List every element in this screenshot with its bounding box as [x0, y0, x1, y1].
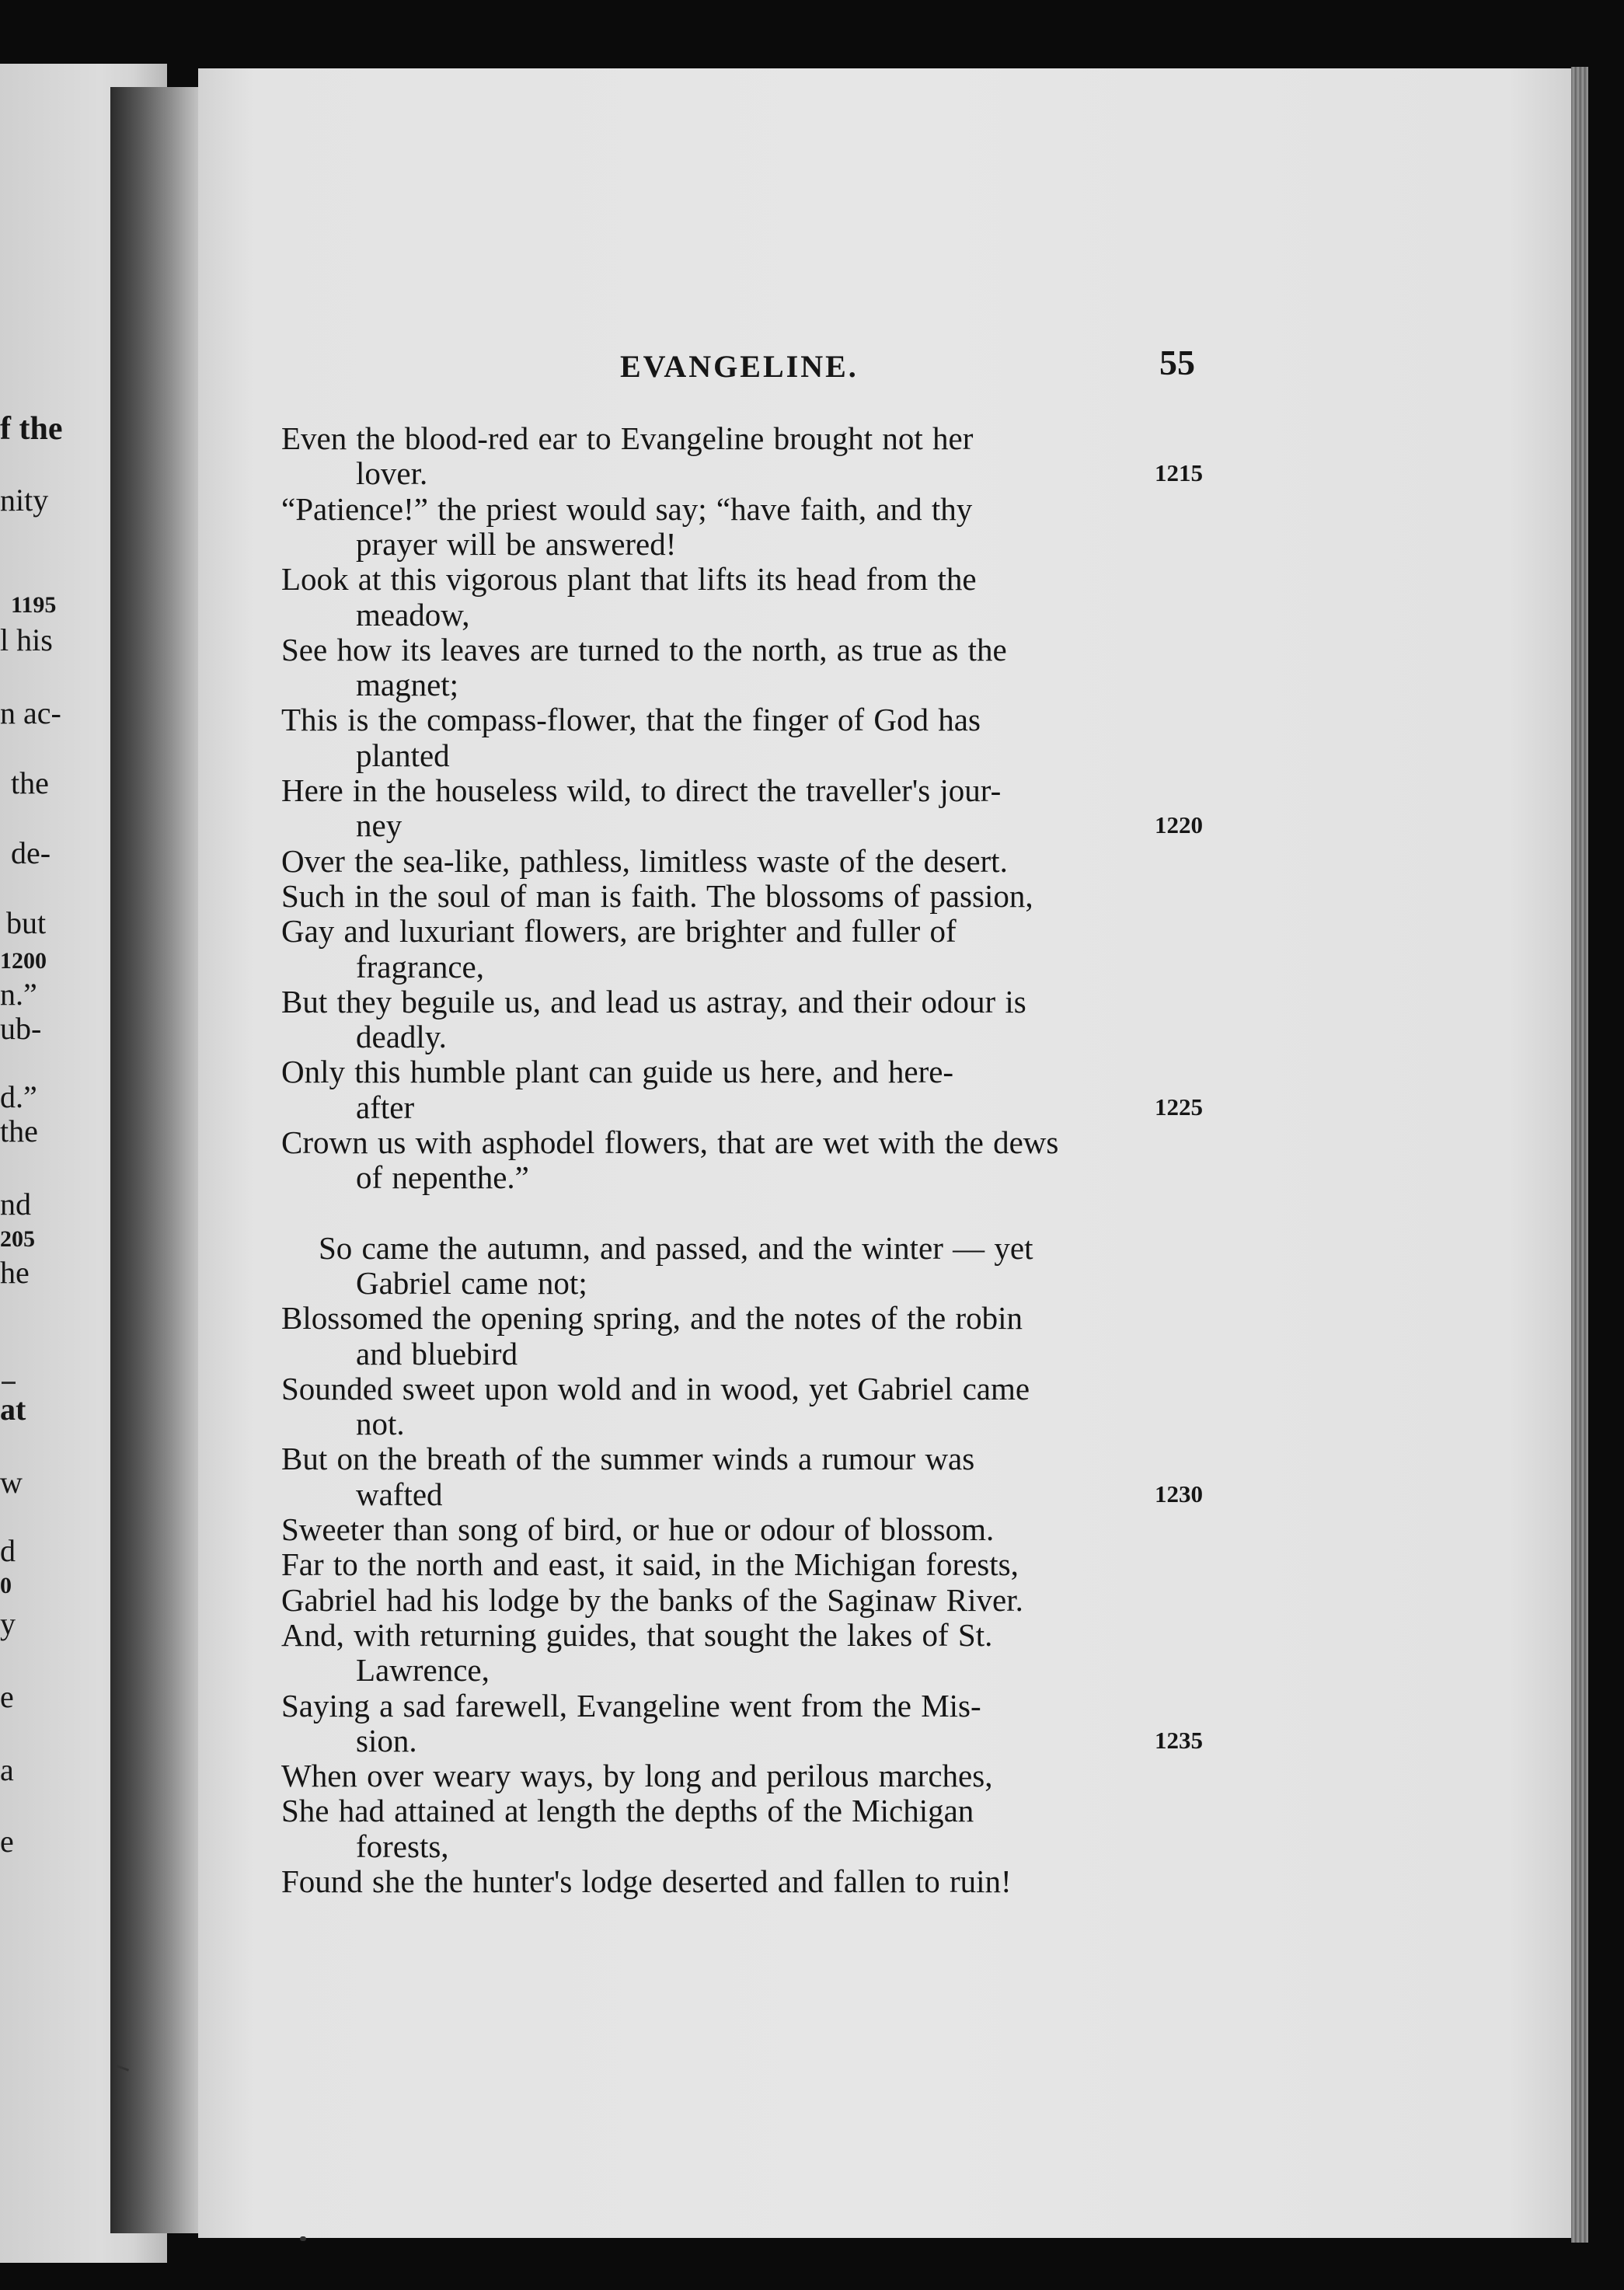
- poem-line: [281, 1581, 1203, 1619]
- poem-line: [356, 1405, 1203, 1442]
- left-fragment: nity: [0, 483, 49, 518]
- left-fragment: e: [0, 1679, 14, 1714]
- poem-line-text: Over the sea-like, pathless, limitless waste of the desert.: [281, 842, 1008, 879]
- poem-line-text: prayer will be answered!: [356, 525, 677, 562]
- poem-line: [319, 1229, 1203, 1267]
- poem-line-text: She had attained at length the depths of the Michigan: [281, 1793, 974, 1829]
- poem-line: [281, 1053, 1203, 1090]
- poem-line-text: So came the autumn, and passed, and the winter — yet: [319, 1229, 1033, 1266]
- poem-line: [281, 1792, 1203, 1829]
- poem-line-text: See how its leaves are turned to the north, as true as the: [281, 631, 1007, 667]
- poem-line: [281, 631, 1203, 668]
- poem-line: [356, 525, 1203, 563]
- left-fragment: a: [0, 1752, 14, 1787]
- poem-line-text: Such in the soul of man is faith. The blossoms of passion,: [281, 877, 1033, 914]
- line-number: 1225: [1155, 1093, 1203, 1121]
- page-number: 55: [1159, 343, 1195, 382]
- poem-line-text: Found she the hunter's lodge deserted and fallen to ruin!: [281, 1863, 1012, 1899]
- left-fragment: but: [6, 905, 47, 940]
- poem-line-text: Gay and luxuriant flowers, are brighter and fuller of: [281, 913, 957, 950]
- poem-line: [356, 948, 1203, 985]
- poem-line-text: But they beguile us, and lead us astray, and their odour is: [281, 983, 1026, 1020]
- left-fragment: the: [0, 1114, 38, 1148]
- poem-line: [281, 1511, 1203, 1548]
- poem-line-text: ney: [356, 807, 403, 844]
- poem-line-text: lover.: [356, 455, 428, 492]
- poem-line: [281, 1687, 1203, 1724]
- left-fragment: n.”: [0, 977, 37, 1012]
- poem-line: [281, 1299, 1203, 1337]
- poem-line-text: and bluebird: [356, 1335, 518, 1372]
- poem-line: [356, 1722, 1203, 1759]
- poem-line: [281, 912, 1203, 950]
- poem-line: [356, 1264, 1203, 1302]
- left-fragment: w: [0, 1465, 23, 1500]
- poem-line-text: But on the breath of the summer winds a rumour was: [281, 1441, 975, 1477]
- poem-line: [281, 1757, 1203, 1794]
- left-fragment: the: [11, 765, 49, 800]
- poem-line: [281, 877, 1203, 915]
- left-fragment: f the: [0, 411, 63, 447]
- left-page-dash-mark: [2, 1382, 16, 1384]
- poem-line-text: meadow,: [356, 596, 470, 633]
- poem-line-text: This is the compass-flower, that the finger of God has: [281, 702, 981, 738]
- poem-line: [281, 1440, 1203, 1477]
- poem-line-text: after: [356, 1089, 415, 1125]
- poem-line: [281, 490, 1203, 528]
- poem-line-text: forests,: [356, 1828, 449, 1864]
- poem-line-text: Crown us with asphodel flowers, that are wet with the dews: [281, 1124, 1059, 1160]
- bottom-speck: [300, 2236, 306, 2241]
- left-fragment: 1195: [11, 592, 57, 618]
- poem-line-text: Sweeter than song of bird, or hue or odour of blossom.: [281, 1511, 995, 1547]
- poem-line: [356, 596, 1203, 633]
- left-fragment: nd: [0, 1187, 31, 1222]
- poem-line: [281, 1370, 1203, 1407]
- poem-line-text: When over weary ways, by long and perilous marches,: [281, 1758, 993, 1794]
- poem-line-text: Saying a sad farewell, Evangeline went from the Mis-: [281, 1687, 981, 1724]
- poem-line: [356, 1018, 1203, 1055]
- poem-line-text: Look at this vigorous plant that lifts its head from the: [281, 561, 977, 598]
- poem-line: [281, 1863, 1203, 1900]
- poem-line: [356, 807, 1203, 844]
- poem-line-text: “Patience!” the priest would say; “have faith, and thy: [281, 490, 973, 527]
- running-header-title: EVANGELINE.: [620, 349, 859, 384]
- poem-line: [356, 737, 1203, 774]
- poem-line: [281, 560, 1203, 598]
- left-fragment: e: [0, 1824, 14, 1859]
- poem-line: [281, 701, 1203, 738]
- poem-line: [356, 455, 1203, 492]
- poem-line: [356, 1651, 1203, 1689]
- left-fragment: ub-: [0, 1011, 42, 1046]
- left-fragment: 205: [0, 1226, 35, 1252]
- poem-line-text: Only this humble plant can guide us here, and here-: [281, 1054, 954, 1090]
- poem-line: [356, 666, 1203, 703]
- poem-line: [356, 1089, 1203, 1126]
- poem-line-text: sion.: [356, 1722, 417, 1758]
- line-number: 1230: [1155, 1480, 1203, 1507]
- poem-line-text: of nepenthe.”: [356, 1159, 529, 1196]
- left-fragment: n ac-: [0, 695, 61, 730]
- poem-line-text: Lawrence,: [356, 1652, 490, 1689]
- left-fragment: l his: [0, 622, 53, 657]
- left-fragment: de-: [11, 835, 51, 870]
- poem-line: [356, 1335, 1203, 1372]
- poem-line: [281, 1124, 1203, 1161]
- left-fragment: y: [0, 1606, 16, 1641]
- left-fragment: at: [0, 1392, 26, 1427]
- left-fragment: he: [0, 1255, 30, 1290]
- poem-line: [281, 1616, 1203, 1654]
- poem-line-text: Blossomed the opening spring, and the notes of the robin: [281, 1300, 1023, 1337]
- page-stack-edge: [1571, 67, 1588, 2243]
- poem-line: [356, 1828, 1203, 1865]
- poem-line-text: Here in the houseless wild, to direct the traveller's jour-: [281, 772, 1002, 808]
- line-number: 1215: [1155, 459, 1203, 487]
- poem-line: [281, 772, 1203, 809]
- left-fragment: d: [0, 1533, 16, 1568]
- line-number: 1235: [1155, 1726, 1203, 1754]
- poem-line: [281, 1546, 1203, 1583]
- book-gutter-shadow: [110, 87, 211, 2233]
- poem-line-text: deadly.: [356, 1019, 447, 1055]
- poem-line-text: Sounded sweet upon wold and in wood, yet Gabriel came: [281, 1370, 1030, 1406]
- poem-line-text: planted: [356, 737, 450, 773]
- line-number: 1220: [1155, 811, 1203, 839]
- poem-line: [281, 842, 1203, 880]
- poem-line-text: Even the blood-red ear to Evangeline brought not her: [281, 420, 974, 456]
- left-fragment: 1200: [0, 948, 47, 974]
- poem-line: [281, 983, 1203, 1020]
- poem-line-text: magnet;: [356, 667, 459, 703]
- left-fragment: d.”: [0, 1079, 37, 1114]
- poem-line-text: fragrance,: [356, 948, 485, 985]
- poem-line-text: Far to the north and east, it said, in the Michigan forests,: [281, 1546, 1019, 1583]
- poem-line: [356, 1476, 1203, 1513]
- left-fragment: 0: [0, 1573, 12, 1598]
- poem-line: [281, 420, 1203, 457]
- poem-line: [356, 1159, 1203, 1196]
- poem-line-text: And, with returning guides, that sought the lakes of St.: [281, 1616, 993, 1653]
- poem-line-text: Gabriel had his lodge by the banks of the Saginaw River.: [281, 1581, 1023, 1618]
- poem-line-text: not.: [356, 1406, 405, 1442]
- poem-line-text: wafted: [356, 1476, 443, 1512]
- poem-line-text: Gabriel came not;: [356, 1264, 587, 1301]
